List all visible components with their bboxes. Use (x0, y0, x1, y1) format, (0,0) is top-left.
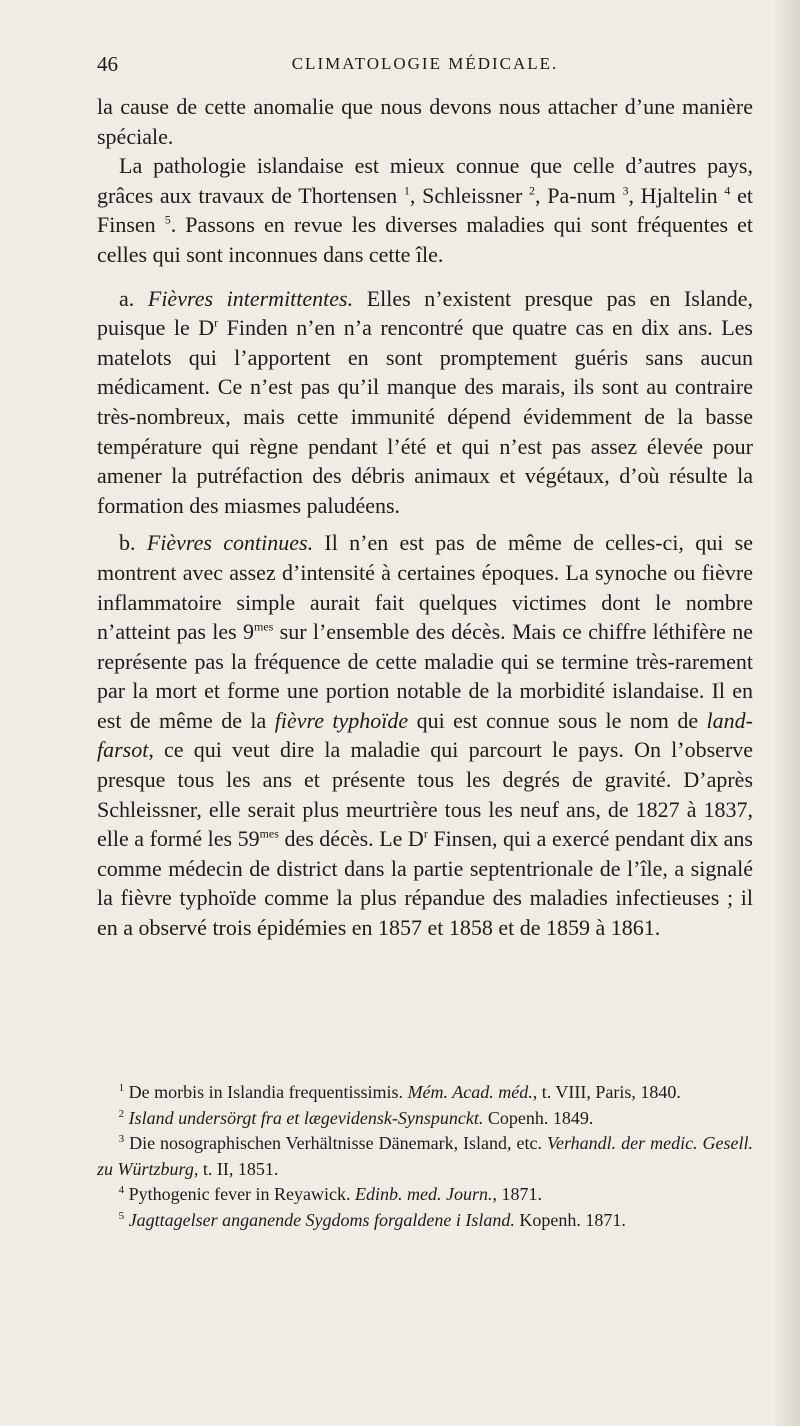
footnote-4: $^4$ Pythogenic fever in Reyawick. Edinb. med. Journ., 1871. (118, 1184, 543, 1204)
footnote-ref-4: 4 (724, 183, 731, 198)
section-continuous-fevers: b. Fièvres continues. Il n’en est pas de même de celles-ci, qui se montrent avec assez d’intensité à certaines époques. La synoche ou fièvre inflammatoire simple aurait fait quelques victimes dont le nombre n’atteint pas les $9^{mes}$ sur l’ensemble des décès. Mais ce chiffre léthifère ne représente pas la fréquence de cette maladie qui se termine très-rarement par la mort et forme une portion notable de la morbidité islandaise. Il en est de même de la fièvre typhoïde qui est connue sous le nom de land-farsot, ce qui veut dire la maladie qui parcourt le pays. On l’observe presque tous les ans et présente tous les degrés de gravité. D’après Schleissner, elle serait plus meurtrière tous les neuf ans, de 1827 à 1837, elle a formé les $59^{mes}$ des décès. Le $D^r$ Finsen, qui a exercé pendant dix ans comme médecin de district dans la partie septentrionale de l’île, a signalé la fièvre typhoïde comme la plus répandue des maladies infectieuses ; il en a observé trois épidémies en 1857 et 1858 et de 1859 à 1861. (97, 530, 753, 941)
paragraph-continuation: la cause de cette anomalie que nous devons nous attacher d’une manière spéciale. (97, 94, 753, 149)
section-title-intermittent: Fièvres intermittentes. (147, 285, 354, 311)
page-edge-shadow (772, 0, 800, 1426)
term-typhoid-fever: fièvre typhoïde (274, 707, 409, 733)
footnote-ref-2: 2 (529, 183, 536, 198)
footnotes (97, 1080, 753, 1233)
footnote-1: $^1$ De morbis in Islandia frequentissimis. Mém. Acad. méd., t. VIII, Paris, 1840. (118, 1082, 681, 1102)
footnote-ref-3: 3 (622, 183, 629, 198)
section-title-continuous: Fièvres continues. (146, 530, 314, 556)
footnote-ref-1: 1 (403, 183, 410, 198)
footnote-5: $^5$ Jagttagelser anganende Sygdoms forgaldene i Island. Kopenh. 1871. (118, 1209, 626, 1230)
page-header (97, 52, 753, 86)
page-number: 46 (97, 52, 118, 76)
section-intermittent-fevers: a. Fièvres intermittentes. Elles n’existent presque pas en Islande, puisque le $D^r$ Finden n’en n’a rencontré que quatre cas en dix ans. Les matelots qui l’apportent en sont promptement guéris sans aucun médicament. Ce n’est pas qu’il manque des marais, ils sont au contraire très-nombreux, mais cette immunité dépend évidemment de la basse température qui règne pendant l’été et qui n’est pas assez élevée pour amener la putréfaction des débris animaux et végétaux, d’où résulte la formation des miasmes paludéens. (97, 285, 753, 518)
body-text (97, 92, 753, 943)
running-title: CLIMATOLOGIE MÉDICALE. (291, 54, 559, 73)
footnote-3: $^3$ Die nosographischen Verhältnisse Dänemark, Island, etc. Verhandl. der medic. Gesell. zu Würtzburg, t. II, 1851. (97, 1133, 754, 1179)
footnote-ref-5: 5 (164, 213, 171, 228)
term-land-farsot: land-farsot (97, 707, 753, 763)
paragraph-pathology: La pathologie islandaise est mieux connue que celle d’autres pays, grâces aux travaux de Thortensen $^1$, Schleissner $^2$, Pa-num $^3$, Hjaltelin $^4$ et Finsen $^5$. Passons en revue les diverses maladies qui sont fréquentes et celles qui sont inconnues dans cette île. (97, 153, 753, 267)
footnote-2: $^2$ Island undersörgt fra et lægevidensk-Synspunckt. Copenh. 1849. (118, 1107, 594, 1128)
